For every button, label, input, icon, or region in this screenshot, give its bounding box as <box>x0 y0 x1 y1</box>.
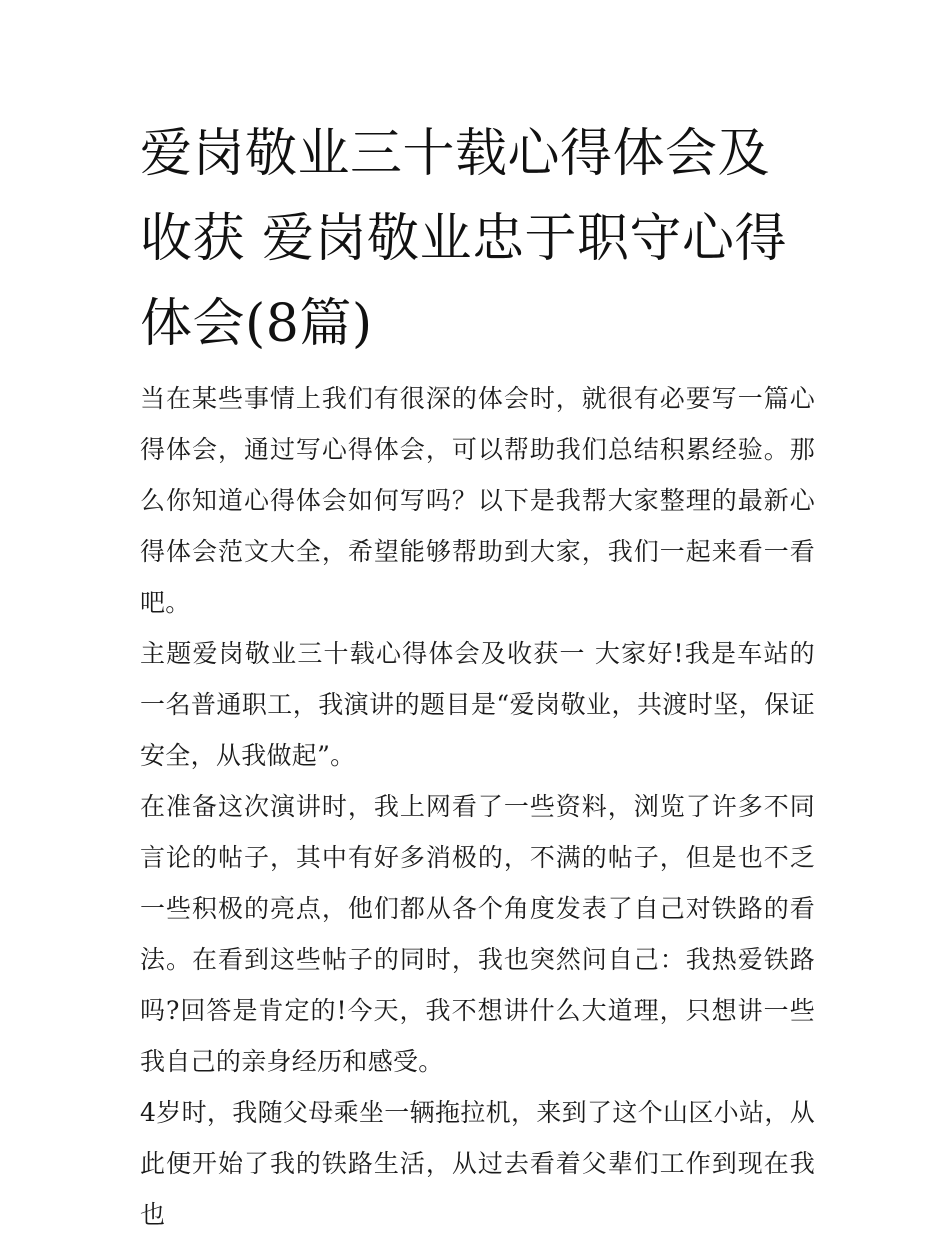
document-body <box>140 112 815 1240</box>
paragraph-intro: 当在某些事情上我们有很深的体会时，就很有必要写一篇心得体会，通过写心得体会，可以帮助我们总结积累经验。那么你知道心得体会如何写吗？以下是我帮大家整理的最新心得体会范文大全，希望能够帮助到大家，我们一起来看一看吧。 <box>140 384 815 617</box>
paragraph-childhood: 4岁时，我随父母乘坐一辆拖拉机，来到了这个山区小站，从此便开始了我的铁路生活，从过去看着父辈们工作到现在我也 <box>140 1098 815 1229</box>
paragraph-preparation: 在准备这次演讲时，我上网看了一些资料，浏览了许多不同言论的帖子，其中有好多消极的，不满的帖子，但是也不乏一些积极的亮点，他们都从各个角度发表了自己对铁路的看法。在看到这些帖子的同时，我也突然问自己：我热爱铁路吗?回答是肯定的!今天，我不想讲什么大道理，只想讲一些我自己的亲身经历和感受。 <box>140 792 815 1076</box>
paragraph-speech-opening: 主题爱岗敬业三十载心得体会及收获一 大家好!我是车站的一名普通职工，我演讲的题目是“爱岗敬业，共渡时坚，保证安全，从我做起”。 <box>140 639 815 770</box>
document-title: 爱岗敬业三十载心得体会及收获 爱岗敬业忠于职守心得体会(8篇) <box>140 124 788 354</box>
